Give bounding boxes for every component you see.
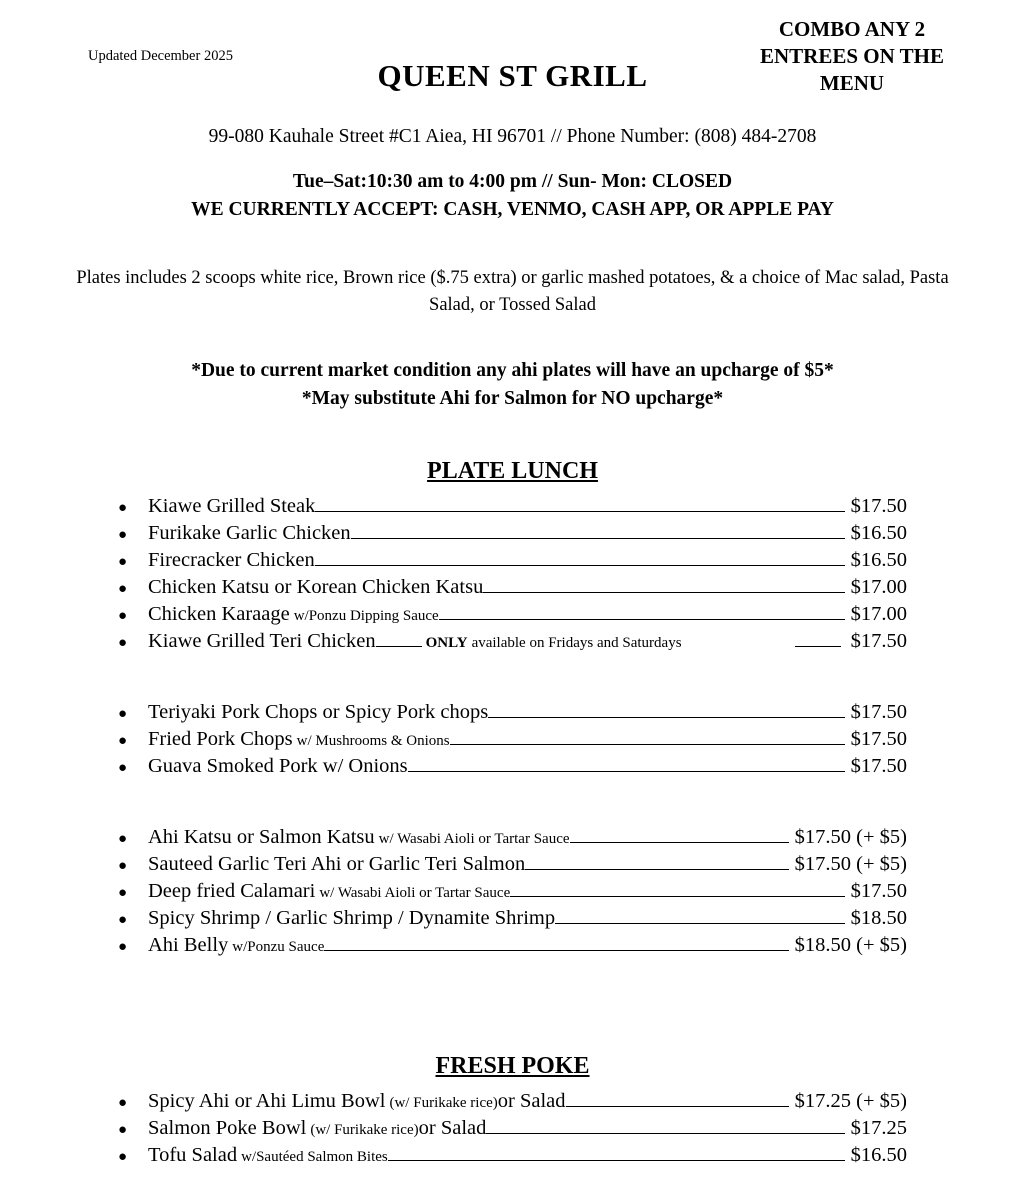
group-spacer (0, 782, 1025, 826)
dot-leader (555, 910, 844, 924)
menu-item-name-alt: or Salad (418, 1117, 487, 1140)
menu-item-emphasis: ONLY (425, 635, 468, 652)
menu-item-price: $17.25 (850, 1117, 907, 1140)
combo-callout: COMBO ANY 2 ENTREES ON THE MENU (759, 17, 944, 95)
menu-item-name: Firecracker Chicken (148, 549, 315, 572)
menu-item-name: Chicken Karaage (148, 603, 290, 626)
menu-item (0, 1144, 1025, 1171)
dot-leader (324, 937, 788, 951)
group-spacer (0, 657, 1025, 701)
dot-leader (510, 883, 844, 897)
menu-item-price: $17.50 (+ $5) (794, 853, 907, 876)
bullet-icon (118, 555, 148, 570)
menu-item-name: Spicy Shrimp / Garlic Shrimp / Dynamite Shrimp (148, 907, 556, 930)
market-notice-line-2: *May substitute Ahi for Salmon for NO upcharge* (301, 387, 724, 409)
menu-item-name: Spicy Ahi or Ahi Limu Bowl (148, 1090, 386, 1113)
bullet-icon (118, 582, 148, 597)
menu-item (0, 576, 1025, 603)
menu-item (0, 1117, 1025, 1144)
menu-item-name-alt: or Salad (497, 1090, 566, 1113)
document-header (0, 0, 1025, 110)
menu-item-note: (w/ Furikake rice) (389, 1095, 498, 1112)
dot-leader (388, 1147, 845, 1161)
menu-item (0, 826, 1025, 853)
menu-item-price: $16.50 (850, 522, 907, 545)
menu-item-price: $17.25 (+ $5) (794, 1090, 907, 1113)
section-title: FRESH POKE (435, 1053, 590, 1080)
menu-item (0, 603, 1025, 630)
bullet-icon (118, 940, 148, 955)
dot-leader (525, 856, 788, 870)
menu-item-list (0, 1090, 1025, 1171)
bullet-icon (118, 734, 148, 749)
menu-item-note: available on Fridays and Saturdays (471, 635, 682, 652)
menu-item-name: Salmon Poke Bowl (148, 1117, 307, 1140)
dot-leader (439, 606, 845, 620)
menu-item-name: Sauteed Garlic Teri Ahi or Garlic Teri Salmon (148, 853, 526, 876)
menu-item-name: Tofu Salad (148, 1144, 238, 1167)
menu-item-list (0, 495, 1025, 657)
menu-item-price: $17.50 (850, 495, 907, 518)
dot-leader (682, 634, 795, 647)
dot-leader (351, 525, 845, 539)
menu-item (0, 1090, 1025, 1117)
menu-item (0, 907, 1025, 934)
menu-item-note: w/Ponzu Dipping Sauce (293, 608, 439, 625)
menu-item-price: $17.50 (850, 755, 907, 778)
menu-item (0, 755, 1025, 782)
dot-leader (486, 1120, 844, 1134)
dot-leader (376, 633, 422, 647)
menu-item-note: w/Sautéed Salmon Bites (241, 1149, 388, 1166)
menu-item (0, 630, 1025, 657)
menu-item-price: $16.50 (850, 549, 907, 572)
dot-leader (315, 498, 844, 512)
dot-leader (566, 1093, 789, 1107)
menu-item-name: Ahi Belly (148, 934, 229, 957)
dot-leader (795, 633, 841, 647)
menu-item-name: Deep fried Calamari (148, 880, 316, 903)
menu-item-name: Fried Pork Chops (148, 728, 293, 751)
address-line: 99-080 Kauhale Street #C1 Aiea, HI 96701 // Phone Number: (808) 484-2708 (208, 126, 817, 147)
bullet-icon (118, 1123, 148, 1138)
menu-item (0, 934, 1025, 961)
menu-item (0, 549, 1025, 576)
menu-item-name: Ahi Katsu or Salmon Katsu (148, 826, 375, 849)
market-notice-line-1: *Due to current market condition any ahi plates will have an upcharge of $5* (191, 360, 834, 381)
menu-item-price: $17.00 (850, 576, 907, 599)
menu-item-note: w/ Mushrooms & Onions (296, 733, 450, 750)
dot-leader (450, 731, 845, 745)
menu-item-note: w/Ponzu Sauce (232, 939, 325, 956)
menu-item-price: $17.00 (850, 603, 907, 626)
menu-item-price: $17.50 (850, 728, 907, 751)
dot-leader (570, 829, 789, 843)
menu-item-name: Kiawe Grilled Teri Chicken (148, 630, 376, 653)
menu-item-price: $17.50 (850, 880, 907, 903)
bullet-icon (118, 1096, 148, 1111)
bullet-icon (118, 859, 148, 874)
menu-item-price: $17.50 (+ $5) (794, 826, 907, 849)
menu-item-name: Guava Smoked Pork w/ Onions (148, 755, 408, 778)
bullet-icon (118, 886, 148, 901)
bullet-icon (118, 913, 148, 928)
bullet-icon (118, 636, 148, 651)
menu-item-price: $18.50 (850, 907, 907, 930)
section-title: PLATE LUNCH (427, 458, 598, 485)
bullet-icon (118, 501, 148, 516)
menu-item-note: (w/ Furikake rice) (310, 1122, 419, 1139)
menu-item-name: Chicken Katsu or Korean Chicken Katsu (148, 576, 484, 599)
menu-item-name: Furikake Garlic Chicken (148, 522, 351, 545)
menu-item-name: Kiawe Grilled Steak (148, 495, 316, 518)
menu-item (0, 495, 1025, 522)
menu-item-note: w/ Wasabi Aioli or Tartar Sauce (378, 831, 570, 848)
menu-item-list (0, 701, 1025, 782)
menu-item-note: w/ Wasabi Aioli or Tartar Sauce (319, 885, 511, 902)
bullet-icon (118, 832, 148, 847)
menu-item (0, 728, 1025, 755)
menu-item-price: $16.50 (850, 1144, 907, 1167)
market-notice (0, 357, 1025, 412)
updated-date: Updated December 2025 (88, 48, 233, 64)
dot-leader (483, 579, 844, 593)
menu-item (0, 522, 1025, 549)
bullet-icon (118, 707, 148, 722)
menu-item (0, 880, 1025, 907)
dot-leader (488, 704, 844, 718)
dot-leader (408, 758, 845, 772)
menu-item-price: $18.50 (+ $5) (794, 934, 907, 957)
bullet-icon (118, 761, 148, 776)
hours-line: Tue–Sat:10:30 am to 4:00 pm // Sun- Mon: CLOSED (292, 171, 733, 192)
bullet-icon (118, 1150, 148, 1165)
plate-includes-note: Plates includes 2 scoops white rice, Brown rice ($.75 extra) or garlic mashed potatoes, & a choice of Mac salad, Pasta Salad, or Tossed Salad (76, 268, 949, 316)
page-title: QUEEN ST GRILL (377, 58, 648, 93)
menu-item-list (0, 826, 1025, 961)
menu-item-price: $17.50 (850, 701, 907, 724)
menu-item (0, 853, 1025, 880)
bullet-icon (118, 609, 148, 624)
menu-item-name: Teriyaki Pork Chops or Spicy Pork chops (148, 701, 489, 724)
dot-leader (315, 552, 845, 566)
menu-item (0, 701, 1025, 728)
payments-line: WE CURRENTLY ACCEPT: CASH, VENMO, CASH APP, OR APPLE PAY (191, 198, 834, 220)
menu-sections (0, 458, 1025, 1171)
menu-item-price: $17.50 (850, 630, 907, 653)
bullet-icon (118, 528, 148, 543)
